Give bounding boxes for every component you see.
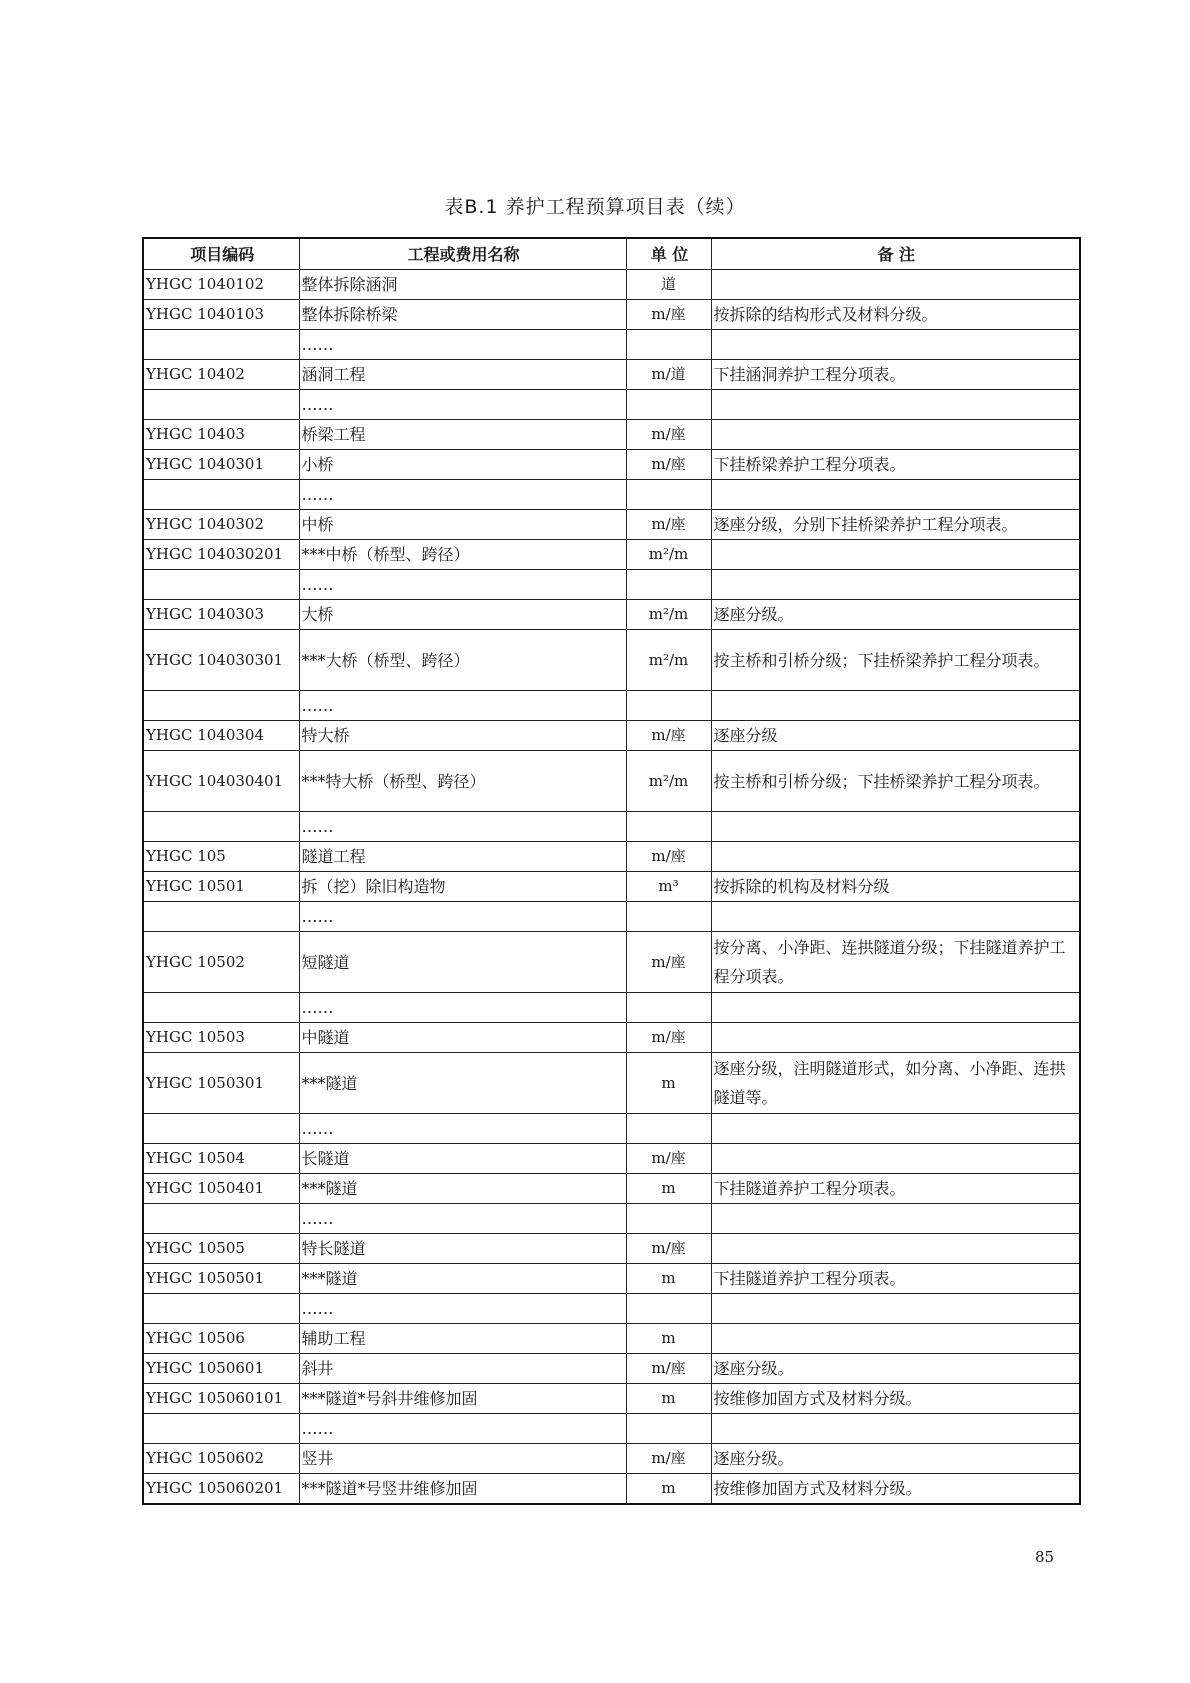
table-body	[143, 270, 1080, 1505]
row-note	[711, 420, 1080, 450]
row-name: ……	[299, 480, 626, 510]
table-row	[143, 270, 1080, 300]
row-code: YHGC 10503	[143, 1023, 299, 1053]
row-name: 小桥	[299, 450, 626, 480]
row-code: YHGC 105060201	[143, 1474, 299, 1505]
row-code	[143, 812, 299, 842]
row-name: 短隧道	[299, 932, 626, 993]
table-row	[143, 480, 1080, 510]
row-note	[711, 570, 1080, 600]
budget-items-table	[142, 237, 1081, 1505]
row-name: ……	[299, 1114, 626, 1144]
row-code: YHGC 10502	[143, 932, 299, 993]
row-note	[711, 1204, 1080, 1234]
row-name: ……	[299, 993, 626, 1023]
row-code: YHGC 10505	[143, 1234, 299, 1264]
row-name: ***隧道	[299, 1264, 626, 1294]
row-unit: m/座	[626, 932, 711, 993]
table-row	[143, 1414, 1080, 1444]
row-unit: m/座	[626, 1444, 711, 1474]
row-code	[143, 691, 299, 721]
row-unit	[626, 1114, 711, 1144]
row-name: ……	[299, 390, 626, 420]
row-unit: m/座	[626, 1354, 711, 1384]
row-unit: m	[626, 1174, 711, 1204]
row-note: 下挂桥梁养护工程分项表。	[711, 450, 1080, 480]
row-note: 逐座分级。	[711, 1444, 1080, 1474]
row-unit: m/座	[626, 721, 711, 751]
table-row	[143, 1053, 1080, 1114]
row-note: 下挂涵洞养护工程分项表。	[711, 360, 1080, 390]
table-row	[143, 993, 1080, 1023]
row-note	[711, 1414, 1080, 1444]
table-row	[143, 842, 1080, 872]
row-code: YHGC 10506	[143, 1324, 299, 1354]
table-row	[143, 360, 1080, 390]
table-row	[143, 1204, 1080, 1234]
row-note	[711, 270, 1080, 300]
row-note: 逐座分级。	[711, 1354, 1080, 1384]
table-row	[143, 872, 1080, 902]
row-name: ……	[299, 1294, 626, 1324]
row-unit: m/道	[626, 360, 711, 390]
row-name: 整体拆除桥梁	[299, 300, 626, 330]
row-code: YHGC 1040301	[143, 450, 299, 480]
row-name: ***隧道	[299, 1053, 626, 1114]
row-unit: m²/m	[626, 600, 711, 630]
row-name: ***特大桥（桥型、跨径）	[299, 751, 626, 812]
table-row	[143, 540, 1080, 570]
table-row	[143, 1174, 1080, 1204]
table-title: 表B.1 养护工程预算项目表（续）	[444, 196, 746, 218]
row-name: 大桥	[299, 600, 626, 630]
row-code	[143, 570, 299, 600]
row-code: YHGC 10501	[143, 872, 299, 902]
row-note	[711, 540, 1080, 570]
row-name: 拆（挖）除旧构造物	[299, 872, 626, 902]
row-name: 斜井	[299, 1354, 626, 1384]
table-row	[143, 1264, 1080, 1294]
row-code: YHGC 1050501	[143, 1264, 299, 1294]
row-name: 中桥	[299, 510, 626, 540]
row-unit: m/座	[626, 1234, 711, 1264]
row-unit: m/座	[626, 842, 711, 872]
row-code: YHGC 1050602	[143, 1444, 299, 1474]
row-name: 特大桥	[299, 721, 626, 751]
row-unit: m/座	[626, 510, 711, 540]
row-unit: m²/m	[626, 751, 711, 812]
row-name: ……	[299, 330, 626, 360]
row-note: 按拆除的结构形式及材料分级。	[711, 300, 1080, 330]
row-name: 长隧道	[299, 1144, 626, 1174]
row-name: 竖井	[299, 1444, 626, 1474]
row-code: YHGC 105	[143, 842, 299, 872]
row-code	[143, 902, 299, 932]
row-note	[711, 993, 1080, 1023]
row-unit	[626, 1294, 711, 1324]
row-code: YHGC 104030201	[143, 540, 299, 570]
table-row	[143, 1354, 1080, 1384]
row-note	[711, 812, 1080, 842]
row-note: 逐座分级，注明隧道形式，如分离、小净距、连拱隧道等。	[711, 1053, 1080, 1114]
row-unit	[626, 1414, 711, 1444]
row-note	[711, 691, 1080, 721]
row-code: YHGC 1040304	[143, 721, 299, 751]
row-name: ***隧道*号斜井维修加固	[299, 1384, 626, 1414]
row-name: 桥梁工程	[299, 420, 626, 450]
page-number: 85	[1035, 1548, 1055, 1566]
table-row	[143, 1294, 1080, 1324]
row-name: ……	[299, 570, 626, 600]
row-note: 按分离、小净距、连拱隧道分级；下挂隧道养护工程分项表。	[711, 932, 1080, 993]
table-row	[143, 1114, 1080, 1144]
table-row	[143, 721, 1080, 751]
row-unit: m	[626, 1474, 711, 1505]
row-unit	[626, 812, 711, 842]
row-note	[711, 1324, 1080, 1354]
row-code: YHGC 10402	[143, 360, 299, 390]
row-note: 下挂隧道养护工程分项表。	[711, 1174, 1080, 1204]
row-name: 隧道工程	[299, 842, 626, 872]
row-code	[143, 1114, 299, 1144]
row-note: 按维修加固方式及材料分级。	[711, 1474, 1080, 1505]
row-unit	[626, 330, 711, 360]
row-unit	[626, 390, 711, 420]
row-note	[711, 1023, 1080, 1053]
row-code	[143, 480, 299, 510]
row-unit	[626, 1204, 711, 1234]
table-row	[143, 932, 1080, 993]
table-row	[143, 1384, 1080, 1414]
row-name: ***中桥（桥型、跨径）	[299, 540, 626, 570]
row-code: YHGC 1040303	[143, 600, 299, 630]
row-name: ***隧道	[299, 1174, 626, 1204]
row-code: YHGC 1050601	[143, 1354, 299, 1384]
row-name: 整体拆除涵洞	[299, 270, 626, 300]
table-row	[143, 570, 1080, 600]
table-row	[143, 630, 1080, 691]
header-code: 项目编码	[143, 238, 299, 270]
row-code: YHGC 1040103	[143, 300, 299, 330]
table-row	[143, 1023, 1080, 1053]
row-unit	[626, 902, 711, 932]
row-unit: m²/m	[626, 540, 711, 570]
row-unit: m²/m	[626, 630, 711, 691]
table-row	[143, 1444, 1080, 1474]
header-unit: 单 位	[626, 238, 711, 270]
row-note: 按主桥和引桥分级；下挂桥梁养护工程分项表。	[711, 751, 1080, 812]
table-row	[143, 600, 1080, 630]
row-code	[143, 1294, 299, 1324]
row-note	[711, 842, 1080, 872]
row-code: YHGC 1050401	[143, 1174, 299, 1204]
row-unit: m	[626, 1324, 711, 1354]
table-row	[143, 902, 1080, 932]
table-row	[143, 1234, 1080, 1264]
row-name: ……	[299, 1414, 626, 1444]
row-note: 按拆除的机构及材料分级	[711, 872, 1080, 902]
row-note: 按维修加固方式及材料分级。	[711, 1384, 1080, 1414]
row-note: 逐座分级，分别下挂桥梁养护工程分项表。	[711, 510, 1080, 540]
row-code: YHGC 10504	[143, 1144, 299, 1174]
row-note	[711, 330, 1080, 360]
row-unit: m/座	[626, 420, 711, 450]
row-code: YHGC 104030401	[143, 751, 299, 812]
row-unit: m/座	[626, 1023, 711, 1053]
table-row	[143, 1324, 1080, 1354]
row-code	[143, 390, 299, 420]
table-row	[143, 300, 1080, 330]
row-code: YHGC 1040302	[143, 510, 299, 540]
row-name: ***隧道*号竖井维修加固	[299, 1474, 626, 1505]
row-unit	[626, 480, 711, 510]
row-name: 辅助工程	[299, 1324, 626, 1354]
row-unit: m/座	[626, 1144, 711, 1174]
row-note: 按主桥和引桥分级；下挂桥梁养护工程分项表。	[711, 630, 1080, 691]
table-row	[143, 450, 1080, 480]
row-unit: m	[626, 1264, 711, 1294]
table-row	[143, 1144, 1080, 1174]
row-note	[711, 902, 1080, 932]
table-row	[143, 510, 1080, 540]
row-name: 涵洞工程	[299, 360, 626, 390]
table-row	[143, 330, 1080, 360]
row-name: ……	[299, 1204, 626, 1234]
table-row	[143, 1474, 1080, 1505]
table-header-row	[143, 238, 1080, 270]
row-unit: m	[626, 1053, 711, 1114]
row-note	[711, 1144, 1080, 1174]
row-note: 逐座分级	[711, 721, 1080, 751]
table-row	[143, 420, 1080, 450]
table-row	[143, 691, 1080, 721]
header-note: 备 注	[711, 238, 1080, 270]
row-unit: m/座	[626, 300, 711, 330]
row-code: YHGC 10403	[143, 420, 299, 450]
row-name: 特长隧道	[299, 1234, 626, 1264]
row-unit: 道	[626, 270, 711, 300]
row-code	[143, 993, 299, 1023]
row-note: 下挂隧道养护工程分项表。	[711, 1264, 1080, 1294]
header-name: 工程或费用名称	[299, 238, 626, 270]
row-unit: m/座	[626, 450, 711, 480]
row-code: YHGC 104030301	[143, 630, 299, 691]
row-code: YHGC 1040102	[143, 270, 299, 300]
row-note	[711, 480, 1080, 510]
table-row	[143, 390, 1080, 420]
row-code: YHGC 1050301	[143, 1053, 299, 1114]
row-unit	[626, 691, 711, 721]
row-code	[143, 330, 299, 360]
row-unit: m³	[626, 872, 711, 902]
row-note	[711, 1114, 1080, 1144]
row-note: 逐座分级。	[711, 600, 1080, 630]
table-row	[143, 751, 1080, 812]
row-note	[711, 1234, 1080, 1264]
row-code	[143, 1204, 299, 1234]
row-unit	[626, 570, 711, 600]
row-note	[711, 1294, 1080, 1324]
row-code: YHGC 105060101	[143, 1384, 299, 1414]
row-name: ……	[299, 691, 626, 721]
row-note	[711, 390, 1080, 420]
row-name: ***大桥（桥型、跨径）	[299, 630, 626, 691]
row-name: ……	[299, 902, 626, 932]
row-unit: m	[626, 1384, 711, 1414]
table-row	[143, 812, 1080, 842]
row-code	[143, 1414, 299, 1444]
row-name: ……	[299, 812, 626, 842]
row-unit	[626, 993, 711, 1023]
row-name: 中隧道	[299, 1023, 626, 1053]
